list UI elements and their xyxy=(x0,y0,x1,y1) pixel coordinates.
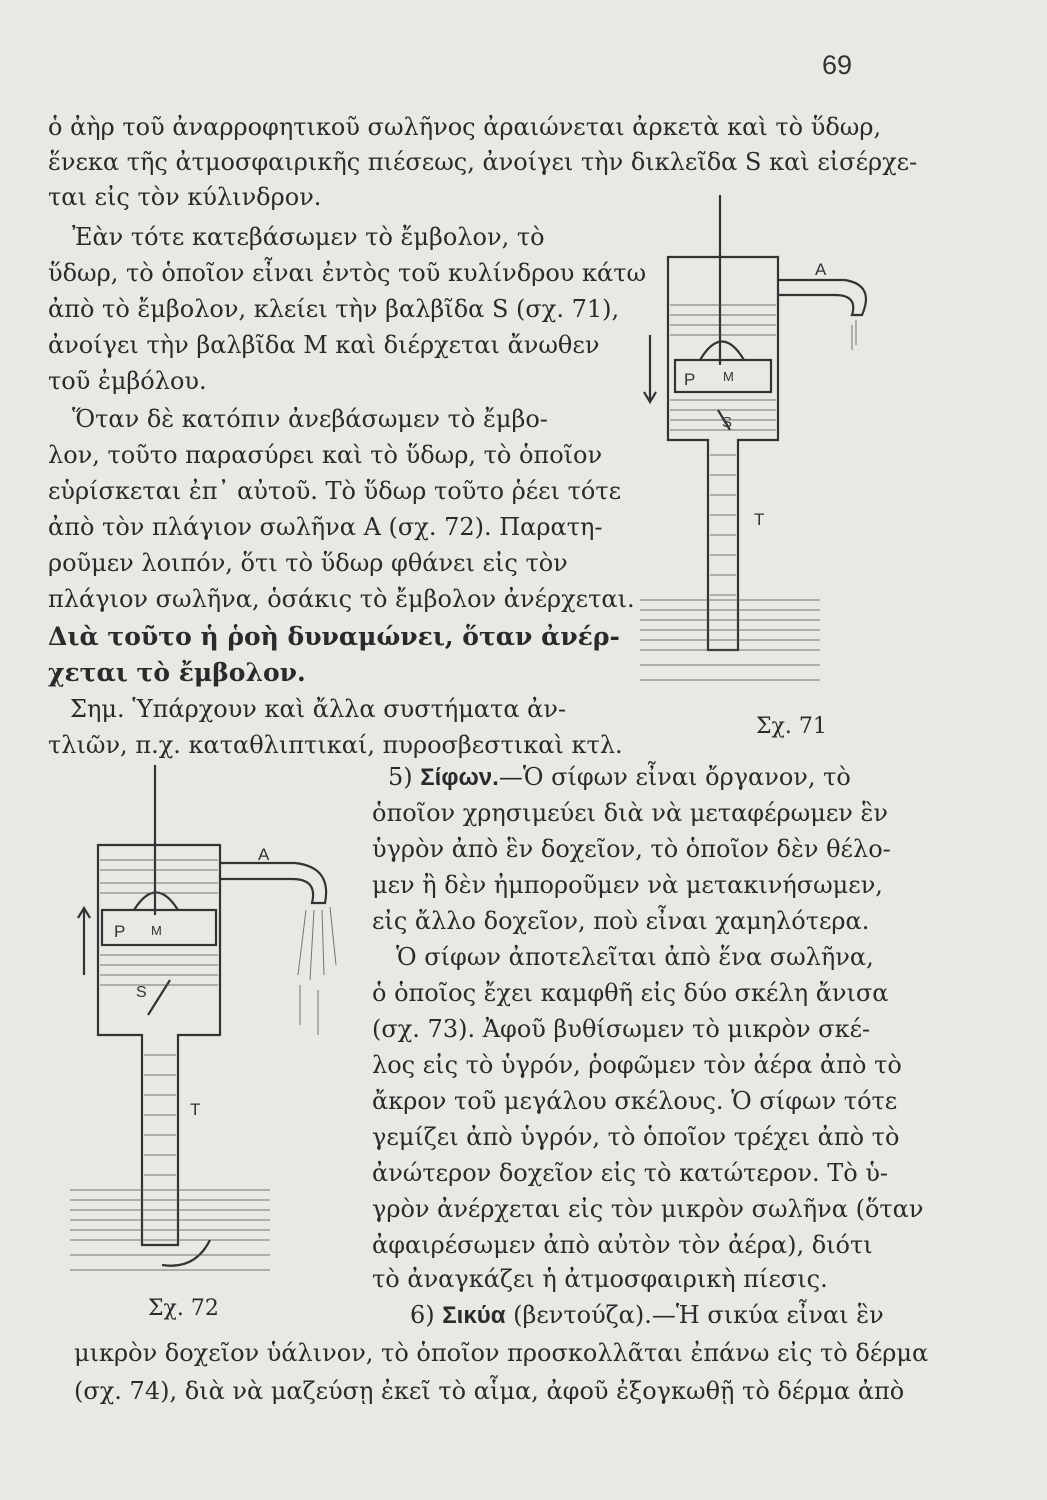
text-line: πλάγιον σωλῆνα, ὁσάκις τὸ ἔμβολον ἀνέρχεται. xyxy=(48,585,635,613)
text-line: τοῦ ἐμβόλου. xyxy=(48,367,207,395)
text-line: Ὁ σίφων ἀποτελεῖται ἀπὸ ἕνα σωλῆνα, xyxy=(396,943,874,971)
figure-72-label-m: M xyxy=(151,923,162,938)
figure-72-label-t: T xyxy=(190,1100,201,1119)
text-line: λος εἰς τὸ ὑγρόν, ῥοφῶμεν τὸν ἀέρα ἀπὸ τὸ xyxy=(372,1051,902,1079)
text-line: Ὅταν δὲ κατόπιν ἀνεβάσωμεν τὸ ἔμβο- xyxy=(72,405,548,433)
text-line: μεν ἢ δὲν ἠμποροῦμεν νὰ μετακινήσωμεν, xyxy=(372,871,883,899)
outlet-spout xyxy=(778,280,866,315)
figure-71-label-s: S xyxy=(722,414,733,431)
text-line: τὸ ἀναγκάζει ἡ ἀτμοσφαιρικὴ πίεσις. xyxy=(372,1265,828,1293)
text-line: ται εἰς τὸν κύλινδρον. xyxy=(48,183,322,211)
text-line: εἰς ἄλλο δοχεῖον, ποὺ εἶναι χαμηλότερα. xyxy=(372,907,870,935)
text-line: ροῦμεν λοιπόν, ὅτι τὸ ὕδωρ φθάνει εἰς τὸν xyxy=(48,549,568,577)
sikya-rest: (βεντούζα).—Ἡ σικύα εἶναι ἓν xyxy=(505,1301,884,1329)
figure-72-caption: Σχ. 72 xyxy=(148,1296,219,1321)
figure-72-label-p: P xyxy=(114,922,126,941)
sikya-heading: Σικύα xyxy=(442,1302,506,1329)
bold-statement-line: Διὰ τοῦτο ἡ ῥοὴ δυναμώνει, ὅταν ἀνέρ- xyxy=(48,622,620,651)
siphon-number: 5) xyxy=(388,763,413,791)
text-line: ἕνεκα τῆς ἀτμοσφαιρικῆς πιέσεως, ἀνοίγει τὴν δικλεῖδα S καὶ εἰσέρχε- xyxy=(48,148,918,176)
figure-72-suction-pump xyxy=(70,765,350,1285)
note-line: Σημ. Ὑπάρχουν καὶ ἄλλα συστήματα ἀν- xyxy=(70,695,567,723)
text-line: γρὸν ἀνέρχεται εἰς τὸν μικρὸν σωλῆνα (ὅταν xyxy=(372,1195,924,1223)
text-line: ὁ ὁποῖος ἔχει καμφθῆ εἰς δύο σκέλη ἄνισα xyxy=(372,979,889,1007)
siphon-heading: Σίφων. xyxy=(420,764,499,791)
text-line: ὕδωρ, τὸ ὁποῖον εἶναι ἐντὸς τοῦ κυλίνδρου κάτω xyxy=(48,259,647,287)
figure-71-caption: Σχ. 71 xyxy=(756,714,827,739)
text-line: λον, τοῦτο παρασύρει καὶ τὸ ὕδωρ, τὸ ὁποῖον xyxy=(48,441,603,469)
figure-71-suction-pump xyxy=(630,195,870,705)
figure-71-label-a: A xyxy=(815,260,827,279)
text-line: ὁποῖον χρησιμεύει διὰ νὰ μεταφέρωμεν ἓν xyxy=(372,799,888,827)
sikya-heading-line xyxy=(410,1300,884,1331)
text-line: ἀνοίγει τὴν βαλβῖδα M καὶ διέρχεται ἄνωθεν xyxy=(48,331,600,359)
figure-72-label-s: S xyxy=(136,984,147,1001)
text-line: ἀνώτερον δοχεῖον εἰς τὸ κατώτερον. Τὸ ὑ- xyxy=(372,1159,889,1187)
page-number: 69 xyxy=(822,50,853,80)
outlet-spout xyxy=(220,863,326,903)
text-line: Ἐὰν τότε κατεβάσωμεν τὸ ἔμβολον, τὸ xyxy=(72,223,545,251)
bold-statement-line: χεται τὸ ἔμβολον. xyxy=(48,658,306,687)
text-line: ἀπὸ τὸν πλάγιον σωλῆνα A (σχ. 72). Παρατη- xyxy=(48,513,603,541)
intake-arrow xyxy=(162,1240,210,1266)
text-line: μικρὸν δοχεῖον ὑάλινον, τὸ ὁποῖον προσκολλᾶται ἐπάνω εἰς τὸ δέρμα xyxy=(74,1339,929,1367)
figure-71-label-m: M xyxy=(723,369,734,384)
figure-71-label-t: T xyxy=(754,510,765,529)
pump-cylinder xyxy=(98,845,220,1245)
pump-cylinder xyxy=(668,257,778,650)
text-line: γεμίζει ἀπὸ ὑγρόν, τὸ ὁποῖον τρέχει ἀπὸ τὸ xyxy=(372,1123,900,1151)
text-line: (σχ. 74), διὰ νὰ μαζεύσῃ ἐκεῖ τὸ αἷμα, ἀφοῦ ἐξογκωθῇ τὸ δέρμα ἀπὸ xyxy=(74,1377,905,1405)
sikya-number: 6) xyxy=(410,1301,435,1329)
text-line: ἄκρον τοῦ μεγάλου σκέλους. Ὁ σίφων τότε xyxy=(372,1087,898,1115)
text-line: (σχ. 73). Ἀφοῦ βυθίσωμεν τὸ μικρὸν σκέ- xyxy=(372,1015,871,1043)
text-line: ὁ ἀὴρ τοῦ ἀναρροφητικοῦ σωλῆνος ἀραιώνεται ἀρκετὰ καὶ τὸ ὕδωρ, xyxy=(48,113,882,141)
siphon-heading-line xyxy=(388,762,851,793)
text-line: ἀφαιρέσωμεν ἀπὸ αὐτὸν τὸν ἀέρα), διότι xyxy=(372,1231,873,1259)
note-line: τλιῶν, π.χ. καταθλιπτικαί, πυροσβεστικαὶ κτλ. xyxy=(48,731,623,759)
figure-71-label-p: P xyxy=(684,370,696,389)
text-line: ἀπὸ τὸ ἔμβολον, κλείει τὴν βαλβῖδα S (σχ. 71), xyxy=(48,295,620,323)
text-line: ὑγρὸν ἀπὸ ἓν δοχεῖον, τὸ ὁποῖον δὲν θέλο- xyxy=(372,835,891,863)
figure-72-label-a: A xyxy=(258,845,270,864)
siphon-dash-text: —Ὁ σίφων εἶναι ὄργανον, τὸ xyxy=(498,763,851,791)
valve-m-dome xyxy=(700,342,744,361)
text-line: εὑρίσκεται ἐπ᾽ αὐτοῦ. Τὸ ὕδωρ τοῦτο ῥέει τότε xyxy=(48,477,622,505)
